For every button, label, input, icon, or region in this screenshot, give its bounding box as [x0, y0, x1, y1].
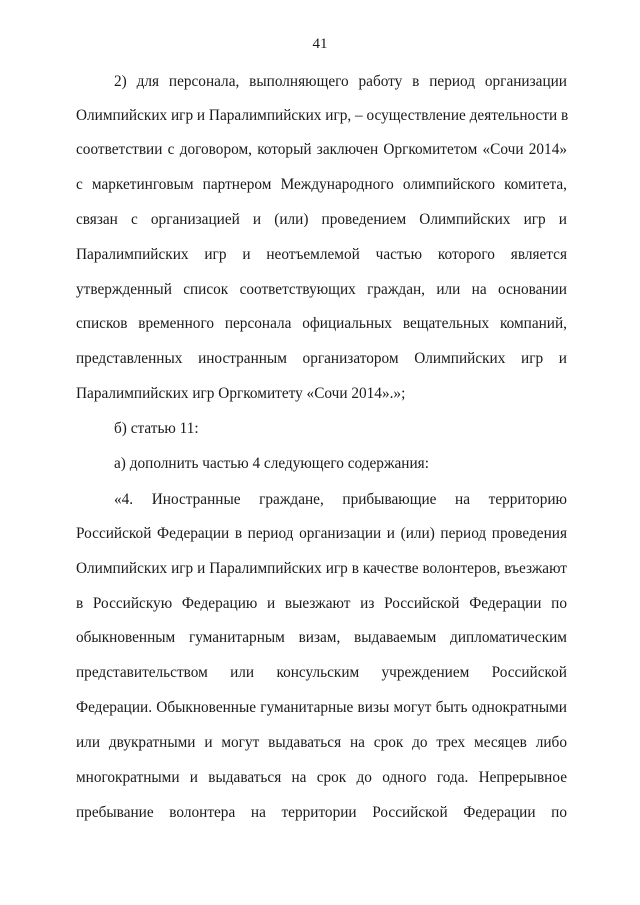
text-line-11: б) статью 11: — [114, 420, 199, 437]
text-line-8: списков временного персонала официальных вещательных компаний, — [76, 315, 567, 332]
page-number: 41 — [312, 36, 328, 52]
text-line-16: в Российскую Федерацию и выезжают из Российской Федерации по — [76, 595, 567, 612]
text-line-13: «4. Иностранные граждане, прибывающие на территорию — [114, 491, 567, 508]
text-line-1: 2) для персонала, выполняющего работу в период организации — [114, 73, 567, 90]
text-line-14: Российской Федерации в период организации и (или) период проведения — [76, 525, 567, 542]
text-line-2: Олимпийских игр и Паралимпийских игр, – осуществление деятельности в — [76, 107, 569, 124]
text-line-20: или двукратными и могут выдаваться на срок до трех месяцев либо — [76, 734, 567, 751]
text-line-18: представительством или консульским учреждением Российской — [76, 664, 567, 681]
text-line-4: с маркетинговым партнером Международного олимпийского комитета, — [76, 176, 567, 193]
text-line-21: многократными и выдаваться на срок до одного года. Непрерывное — [76, 769, 567, 786]
text-line-6: Паралимпийских игр и неотъемлемой частью которого является — [76, 246, 567, 263]
text-line-7: утвержденный список соответствующих граждан, или на основании — [76, 281, 567, 298]
text-line-5: связан с организацией и (или) проведением Олимпийских игр и — [76, 211, 567, 228]
text-line-22: пребывание волонтера на территории Российской Федерации по — [76, 804, 567, 821]
text-line-9: представленных иностранным организатором Олимпийских игр и — [76, 350, 567, 367]
text-line-3: соответствии с договором, который заключен Оргкомитетом «Сочи 2014» — [76, 141, 567, 158]
text-line-19: Федерации. Обыкновенные гуманитарные визы могут быть однократными — [76, 699, 567, 716]
text-line-15: Олимпийских игр и Паралимпийских игр в качестве волонтеров, въезжают — [76, 560, 567, 577]
text-line-10: Паралимпийских игр Оргкомитету «Сочи 2014».»; — [76, 385, 406, 402]
text-line-12: а) дополнить частью 4 следующего содержания: — [114, 455, 429, 472]
text-line-17: обыкновенным гуманитарным визам, выдаваемым дипломатическим — [76, 629, 567, 646]
